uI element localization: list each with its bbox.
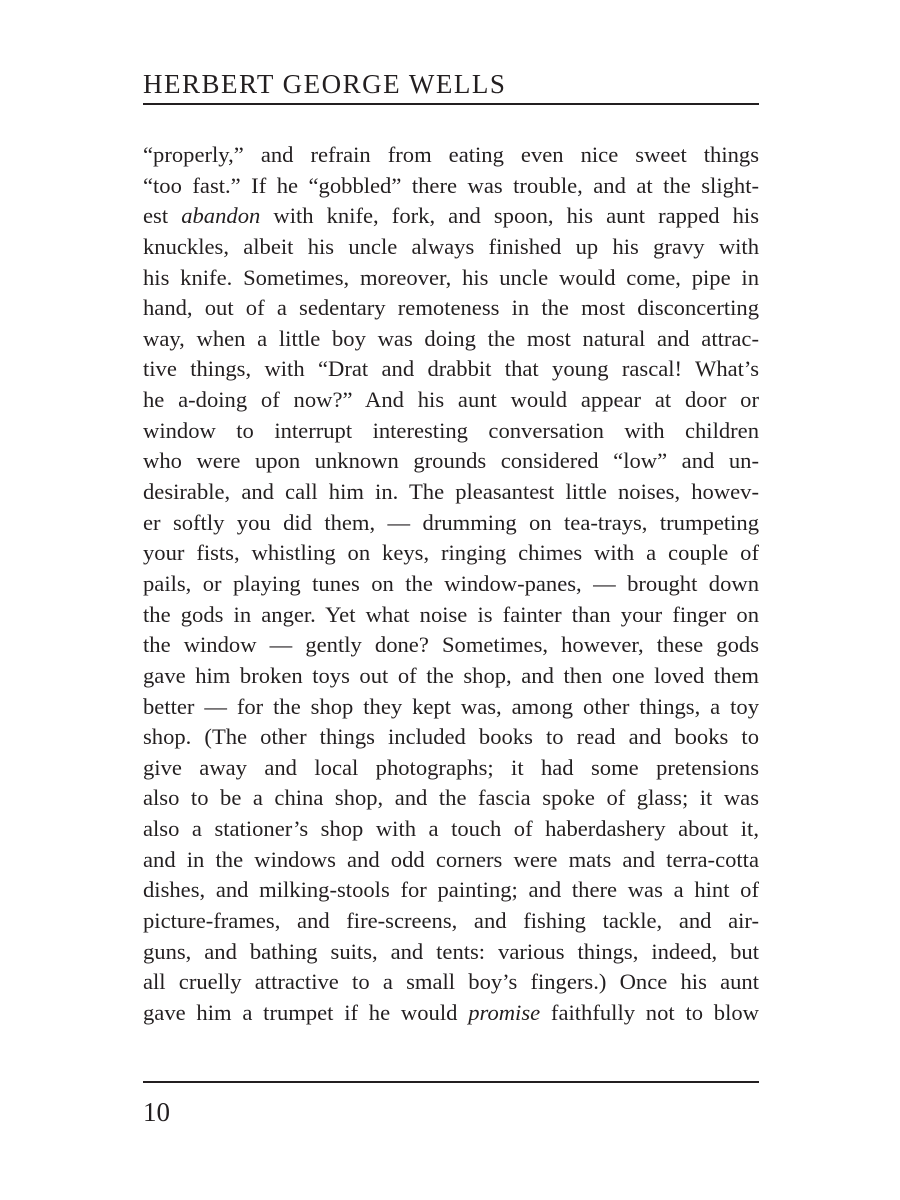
text-segment: with knife, fork, and spoon, his aunt rapped his: [260, 203, 759, 229]
text-line: also to be a china shop, and the fascia spoke of glass; it was: [143, 785, 759, 811]
emphasized-word: promise: [468, 999, 541, 1025]
text-line: hand, out of a sedentary remoteness in the most disconcerting: [143, 295, 759, 321]
text-line: pails, or playing tunes on the window-panes, — brought down: [143, 570, 759, 596]
text-line: dishes, and milking-stools for painting; and there was a hint of: [143, 877, 759, 903]
text-line: “too fast.” If he “gobbled” there was trouble, and at the slight-: [143, 172, 759, 198]
text-line: tive things, with “Drat and drabbit that young rascal! What’s: [143, 356, 759, 382]
text-line: also a stationer’s shop with a touch of haberdashery about it,: [143, 816, 759, 842]
text-line: the window — gently done? Sometimes, however, these gods: [143, 632, 759, 658]
running-head-title: HERBERT GEORGE WELLS: [143, 69, 507, 99]
text-line: he a-doing of now?” And his aunt would appear at door or: [143, 387, 759, 413]
text-line: way, when a little boy was doing the most natural and attrac-: [143, 325, 759, 351]
text-line: “properly,” and refrain from eating even nice sweet things: [143, 142, 759, 167]
text-line: all cruelly attractive to a small boy’s fingers.) Once his aunt: [143, 969, 759, 995]
header-rule: [143, 103, 759, 105]
text-line: [143, 998, 759, 1029]
text-segment: faithfully not to blow: [540, 999, 759, 1025]
text-line: give away and local photographs; it had some pretensions: [143, 754, 759, 780]
text-line: who were upon unknown grounds considered “low” and un-: [143, 448, 759, 474]
text-line: er softly you did them, — drumming on tea-trays, trumpeting: [143, 509, 759, 535]
text-line: better — for the shop they kept was, among other things, a toy: [143, 693, 759, 719]
text-line: picture-frames, and fire-screens, and fishing tackle, and air-: [143, 908, 759, 934]
text-line: guns, and bathing suits, and tents: various things, indeed, but: [143, 938, 759, 964]
text-line: and in the windows and odd corners were mats and terra-cotta: [143, 846, 759, 872]
text-line: knuckles, albeit his uncle always finished up his gravy with: [143, 233, 759, 259]
page-number: 10: [143, 1097, 170, 1127]
footer-rule: [143, 1081, 759, 1083]
emphasized-word: abandon: [181, 203, 261, 229]
text-line: your fists, whistling on keys, ringing chimes with a couple of: [143, 540, 759, 566]
text-segment: est: [143, 203, 182, 229]
text-line: [143, 201, 759, 232]
text-line: desirable, and call him in. The pleasantest little noises, howev-: [143, 479, 759, 505]
text-line: window to interrupt interesting conversation with children: [143, 417, 759, 443]
text-line: gave him broken toys out of the shop, and then one loved them: [143, 662, 759, 688]
text-line: the gods in anger. Yet what noise is fainter than your finger on: [143, 601, 759, 627]
text-line: his knife. Sometimes, moreover, his uncle would come, pipe in: [143, 264, 759, 290]
text-segment: gave him a trumpet if he would: [143, 999, 469, 1025]
body-text: [143, 140, 759, 1029]
text-line: shop. (The other things included books to read and books to: [143, 724, 759, 750]
